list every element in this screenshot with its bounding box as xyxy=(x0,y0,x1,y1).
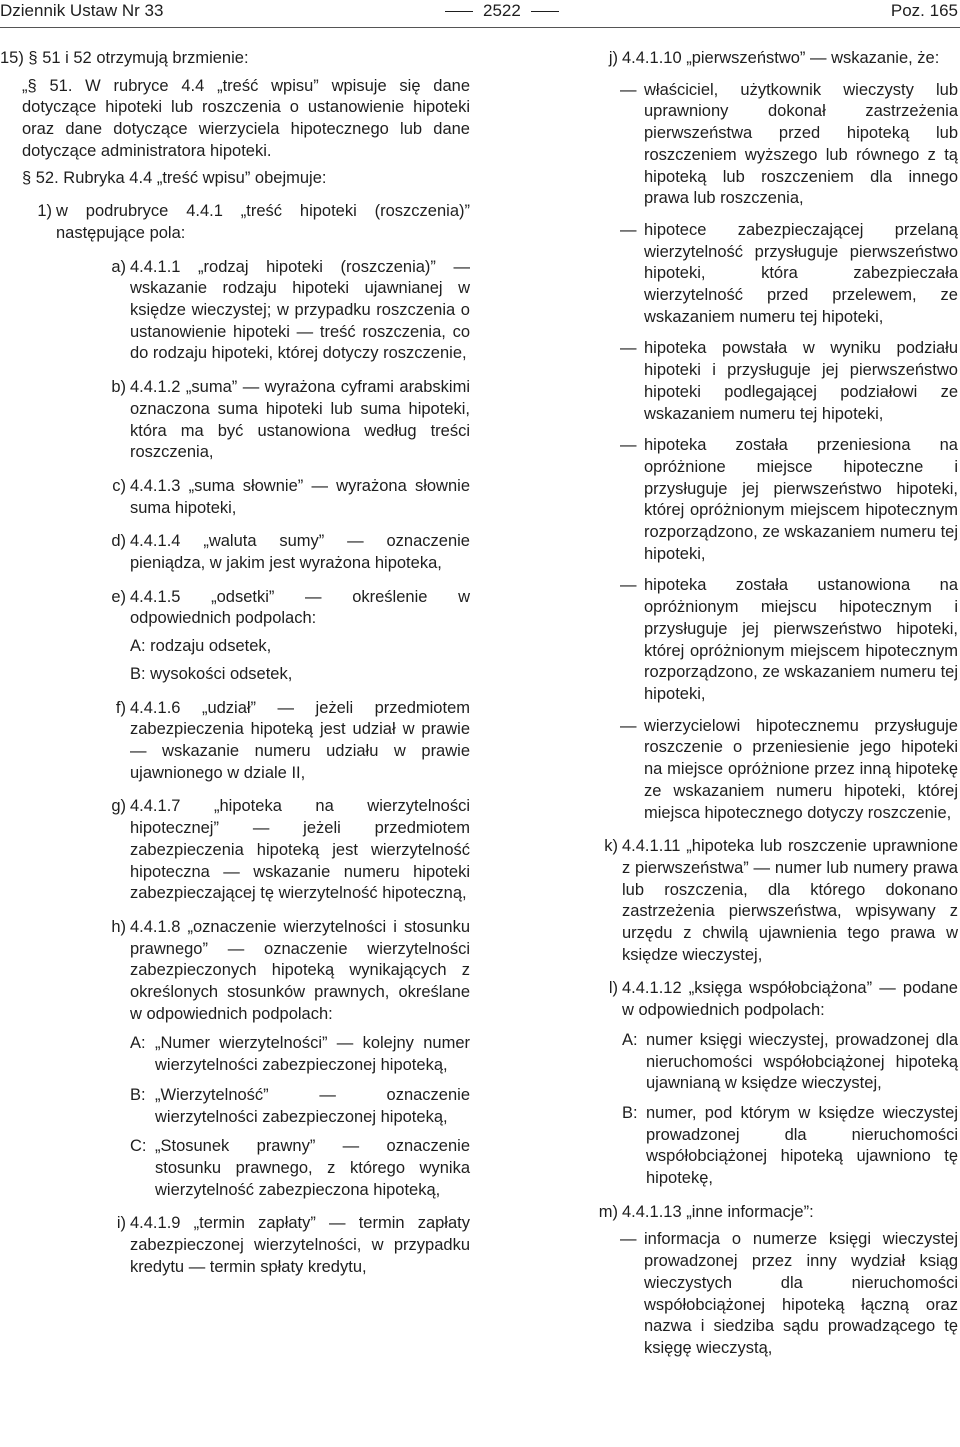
item-text: 4.4.1.8 „oznaczenie wierzytelności i stosunku prawnego” — oznaczenie wierzytelności zabezpieczonych hipoteką wynikających z określonych stosunków prawnych, określane w odpowiednich podpolach: xyxy=(130,917,470,1023)
position-number: Poz. 165 xyxy=(890,1,958,20)
paragraph-52: § 52. Rubryka 4.4 „treść wpisu” obejmuje: xyxy=(22,168,327,187)
item-g xyxy=(0,796,470,905)
item-label: k) xyxy=(604,837,618,856)
item-label: h) xyxy=(111,917,126,936)
subfield-label: B: xyxy=(130,1085,146,1104)
subfield-text: numer, pod którym w księdze wieczystej prowadzonej dla nieruchomości współobciążonej hipoteką ujawniono tę hipotekę, xyxy=(646,1103,958,1188)
subfield-h-b xyxy=(0,1085,470,1128)
item-label: j) xyxy=(608,49,618,67)
priority-case: — hipotece zabezpieczającej przelaną wierzytelność przysługuje pierwszeństwo hipoteki, która zabezpieczała wierzytelność przed przelewem, ze wskazaniem numeru tej hipoteki, xyxy=(588,220,958,329)
item-text: 4.4.1.3 „suma słownie” — wyrażona słownie suma hipoteki, xyxy=(130,476,470,517)
item-i xyxy=(0,1213,470,1278)
item-label: e) xyxy=(111,587,126,606)
subfield-h-a xyxy=(0,1033,470,1076)
item-label: g) xyxy=(111,797,126,816)
item-text: 4.4.1.6 „udział” — jeżeli przedmiotem zabezpieczenia hipoteką jest udział w prawie — wskazanie numeru udziału w prawie ujawnionego w dziale II, xyxy=(130,698,470,782)
subfield-text: „Stosunek prawny” — oznaczenie stosunku prawnego, z którego wynika wierzytelność zabezpieczona hipoteką, xyxy=(155,1137,470,1199)
divider xyxy=(531,11,559,12)
item-a xyxy=(0,257,470,366)
item-e xyxy=(0,587,470,630)
item-k xyxy=(588,836,958,966)
item-text: 4.4.1.10 „pierwszeństwo” — wskazanie, że: xyxy=(622,49,940,67)
item-text: 4.4.1.9 „termin zapłaty” — termin zapłaty zabezpieczonej wierzytelności, w przypadku kredytu — termin spłaty kredytu, xyxy=(130,1214,470,1276)
other-info-item: — informacja o numerze księgi wieczystej prowadzonej przez inny wydział ksiąg wieczystych dla nieruchomości współobciążonej hipoteką łączną oraz nazwa i siedziba sądu prowadzącego tę księgę wieczystą, xyxy=(588,1229,958,1359)
item-text: 4.4.1.11 „hipoteka lub roszczenie uprawnione z pierwszeństwa” — numer lub numery prawa lub roszczenia, dla którego dokonano zastrzeżenia pierwszeństwa, wpisywany z urzędu z chwilą ujawnienia tego prawa w księdze wieczystej, xyxy=(622,837,958,964)
item-j xyxy=(588,48,958,70)
subfield-text: „Wierzytelność” — oznaczenie wierzytelności zabezpieczonej hipoteką, xyxy=(155,1085,470,1126)
item-text: 4.4.1.4 „waluta sumy” — oznaczenie pieniądza, w jakim jest wyrażona hipoteka, xyxy=(130,532,470,573)
item-m xyxy=(588,1202,958,1224)
journal-title: Dziennik Ustaw Nr 33 xyxy=(0,1,164,20)
left-column xyxy=(0,48,470,1278)
subfield-label: C: xyxy=(130,1137,147,1156)
subfield-label: A: xyxy=(622,1030,638,1049)
item-text: 4.4.1.12 „księga współobciążona” — podane w odpowiednich podpolach: xyxy=(622,979,958,1020)
item-b xyxy=(0,377,470,464)
page-number: 2522 xyxy=(483,1,521,20)
priority-case: — hipoteka została ustanowiona na opróżnionym miejscu hipotecznym i przysługuje jej pierwszeństwo hipoteki, której opróżnionym miejscem hipotecznym rozporządzono, ze wskazaniem numeru tej hipoteki, xyxy=(588,575,958,705)
subfield-text: „Numer wierzytelności” — kolejny numer wierzytelności zabezpieczonej hipoteką, xyxy=(155,1034,470,1075)
amendment-intro: 15) § 51 i 52 otrzymują brzmienie: xyxy=(0,49,249,67)
subfield-label: B: xyxy=(622,1103,638,1122)
paragraph-51: „§ 51. W rubryce 4.4 „treść wpisu” wpisuje się dane dotyczące hipoteki lub roszczenia o ustanowienie hipoteki oraz dane dotyczące wierzyciela hipotecznego lub dane dotyczące administratora hipoteki. xyxy=(22,76,470,160)
item-label: b) xyxy=(111,378,126,397)
item-f xyxy=(0,698,470,785)
page-header xyxy=(0,0,960,22)
item-label: l) xyxy=(608,979,618,998)
item-d xyxy=(0,531,470,574)
subfield-l-a xyxy=(588,1030,958,1095)
priority-case: — hipoteka została przeniesiona na opróżnione miejsce hipoteczne i przysługuje jej pierwszeństwo hipoteki, której opróżnionym miejscem hipotecznym rozporządzono, ze wskazaniem numeru tej hipoteki, xyxy=(588,435,958,565)
page-number-block xyxy=(435,1,569,21)
subfield-h-c xyxy=(0,1136,470,1201)
item-text: 4.4.1.2 „suma” — wyrażona cyframi arabskimi oznaczona suma hipoteki lub suma hipoteki, która ma być ustanowiona według treści roszczenia, xyxy=(130,378,470,462)
item-1 xyxy=(0,201,470,244)
item-text: 4.4.1.5 „odsetki” — określenie w odpowiednich podpolach: xyxy=(130,587,470,628)
item-text: 4.4.1.1 „rodzaj hipoteki (roszczenia)” — wskazanie rodzaju hipoteki ujawnianej w księdze wieczystej; w przypadku roszczenia o ustanowienie hipoteki — treść roszczenia, co do rodzaju hipoteki, której dotyczy roszczenie, xyxy=(130,257,470,363)
subfield-l-b xyxy=(588,1103,958,1190)
item-l xyxy=(588,978,958,1021)
item-label: m) xyxy=(598,1202,618,1221)
priority-case: — wierzycielowi hipotecznemu przysługuje roszczenie o przeniesienie jego hipoteki na miejsce opróżnione przez inną hipotekę ze wskazaniem numeru hipoteki, której miejsca hipotecznego dotyczy roszczenie, xyxy=(588,716,958,825)
item-label: 1) xyxy=(37,202,52,221)
item-text: 4.4.1.13 „inne informacje”: xyxy=(622,1202,814,1221)
item-label: a) xyxy=(111,257,126,276)
divider xyxy=(445,11,473,12)
subfield-text: numer księgi wieczystej, prowadzonej dla nieruchomości współobciążonej hipoteką ujawnianą w księdze wieczystej, xyxy=(646,1030,958,1093)
priority-case: — właściciel, użytkownik wieczysty lub uprawniony dokonał zastrzeżenia pierwszeństwa przed hipoteką lub roszczeniem wyższego lub równego z tą hipoteką lub roszczeniem dla innego prawa lub roszczenia, xyxy=(588,80,958,210)
right-column xyxy=(588,48,958,1360)
header-rule xyxy=(0,27,960,28)
item-label: i) xyxy=(116,1214,126,1233)
item-label: f) xyxy=(115,698,126,717)
item-text: 4.4.1.7 „hipoteka na wierzytelności hipotecznej” — jeżeli przedmiotem zabezpieczenia hipoteką jest wierzytelność hipoteczna — wskazanie numeru hipoteki zabezpieczającej tę wierzytelność hipoteczną, xyxy=(130,797,470,903)
subfield-b: B: wysokości odsetek, xyxy=(130,664,293,683)
item-h xyxy=(0,917,470,1026)
subfield-a: A: rodzaju odsetek, xyxy=(130,637,272,656)
item-text: w podrubryce 4.4.1 „treść hipoteki (roszczenia)” następujące pola: xyxy=(56,202,470,242)
subfield-label: A: xyxy=(130,1034,146,1053)
item-label: c) xyxy=(112,476,126,495)
item-c xyxy=(0,476,470,519)
priority-case: — hipoteka powstała w wyniku podziału hipoteki i przysługuje jej pierwszeństwo hipoteki podlegającej podziałowi ze wskazaniem numeru tej hipoteki, xyxy=(588,338,958,425)
item-label: d) xyxy=(111,532,126,551)
